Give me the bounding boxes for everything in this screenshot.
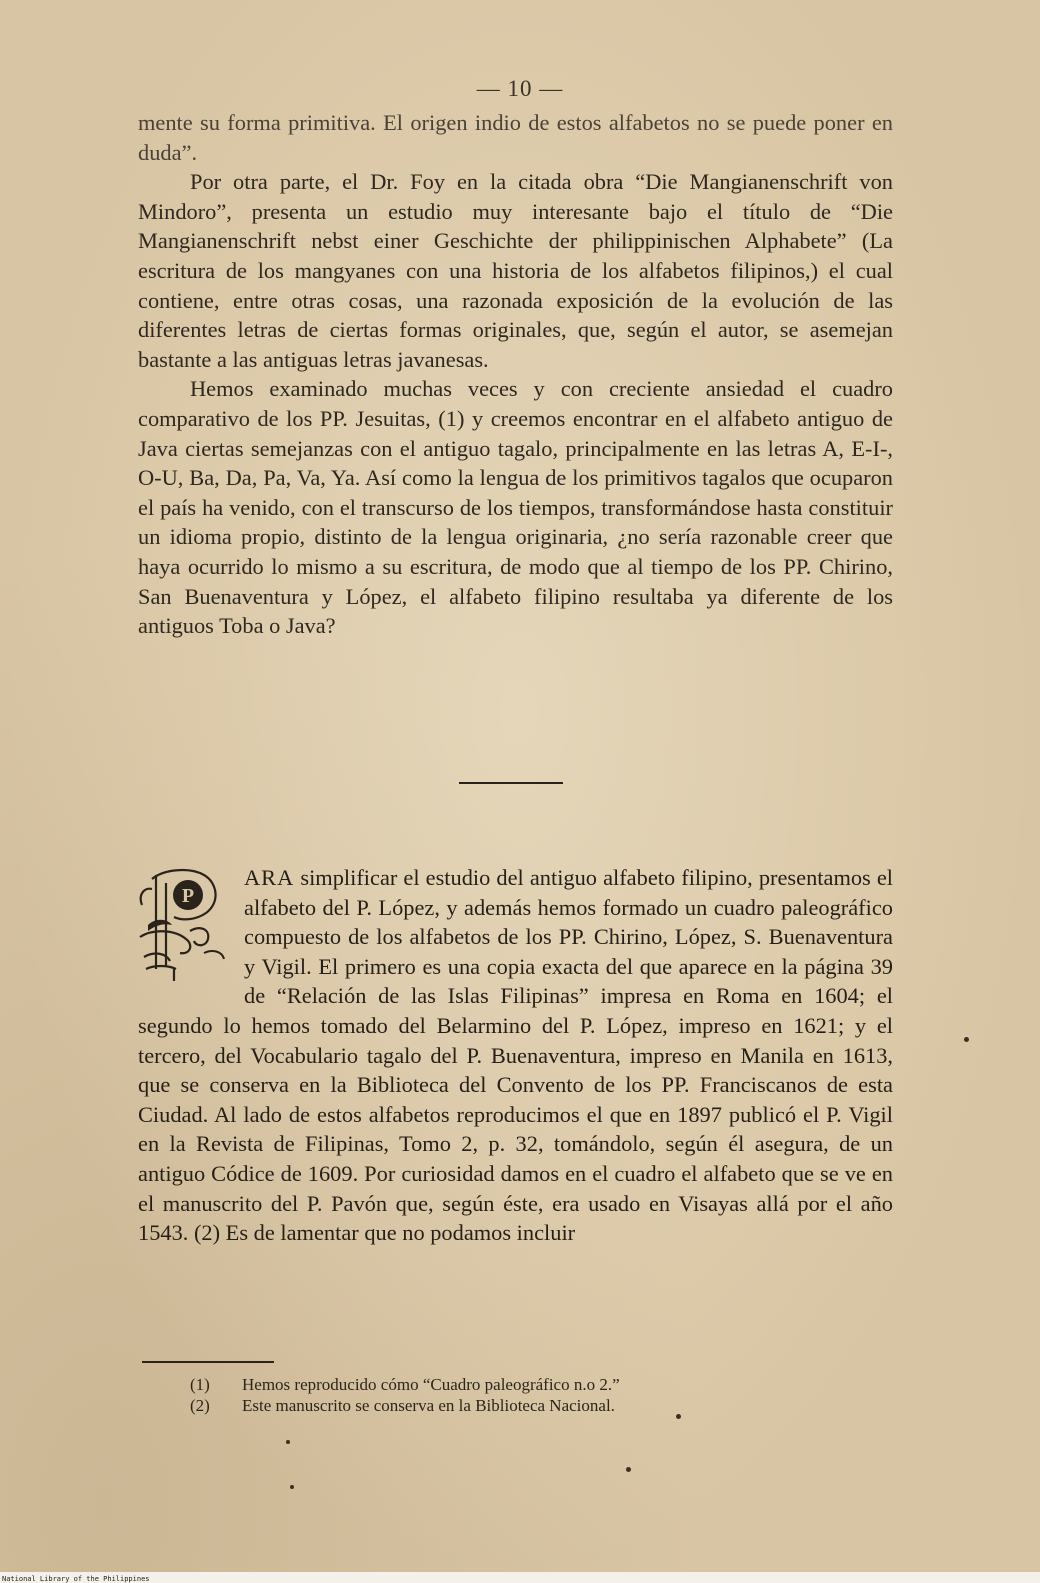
paragraph-jesuitas: Hemos examinado muchas veces y con creciente ansiedad el cuadro comparativo de los PP. Jesuitas, (1) y creemos encontrar en el alfabeto antiguo de Java ciertas semejanzas con el antiguo tagalo, principalmente en las letras A, E-I-, O-U, Ba, Da, Pa, Va, Ya. Así como la lengua de los primitivos tagalos que ocuparon el país ha venido, con el transcurso de los tiempos, transformándose hasta constituir un idioma propio, distinto de la lengua originaria, ¿no sería razonable creer que haya ocurrido lo mismo a su escritura, de modo que al tiempo de los PP. Chirino, San Buenaventura y López, el alfabeto filipino resultaba ya diferente de los antiguos Toba o Java? — [138, 376, 893, 639]
footnote-1 — [190, 1374, 830, 1395]
paragraph-body: simplificar el estudio del antiguo alfabeto filipino, presentamos el alfabeto del P. López, y además hemos formado un cuadro paleográfico compuesto de los alfabetos de los PP. Chirino, López, S. Buenaventura y Vigil. El primero es una copia exacta del que aparece en la página 39 de “Relación de las Islas Filipinas” impresa en Roma en 1604; el segundo lo hemos tomado del Belarmino del P. López, impreso en 1621; y el tercero, del Vocabulario tagalo del P. Buenaventura, impreso en Manila en 1613, que se conserva en la Biblioteca del Convento de los PP. Franciscanos de esta Ciudad. Al lado de estos alfabetos reproducimos el que en 1897 publicó el P. Vigil en la Revista de Filipinas, Tomo 2, p. 32, tomándolo, según él asegura, de un antiguo Códice de 1609. Por curiosidad damos en el cuadro el alfabeto que se ve en el manuscrito del P. Pavón que, según éste, era usado en Visayas allá por el año 1543. (2) Es de lamentar que no podamos incluir — [138, 865, 893, 1246]
footnote-separator — [142, 1361, 274, 1363]
footnotes — [190, 1374, 830, 1416]
top-text-block — [138, 108, 893, 641]
footnote-number: (2) — [190, 1396, 210, 1415]
second-text-block — [138, 863, 893, 1248]
footnote-text: Hemos reproducido cómo “Cuadro paleográfico n.o 2.” — [242, 1375, 620, 1394]
scan-footer-strip — [0, 1572, 1040, 1583]
first-word-caps: ARA — [244, 865, 295, 890]
paper-speck — [626, 1467, 631, 1472]
section-divider — [459, 782, 563, 784]
footnote-text: Este manuscrito se conserva en la Biblioteca Nacional. — [242, 1396, 615, 1415]
paragraph-foy: Por otra parte, el Dr. Foy en la citada obra “Die Mangianenschrift von Mindoro”, presenta un estudio muy interesante bajo el título de “Die Mangianenschrift nebst einer Geschichte der philippinischen Alphabete” (La escritura de los mangyanes con una historia de los alfabetos filipinos,) el cual contiene, entre otras cosas, una razonada exposición de la evolución de las diferentes letras de ciertas formas originales, que, según el autor, se asemejan bastante a las antiguas letras javanesas. — [138, 169, 893, 372]
paper-speck — [676, 1414, 681, 1419]
footnote-number: (1) — [190, 1375, 210, 1394]
paper-speck — [286, 1440, 290, 1444]
page-number: — 10 — — [476, 76, 564, 101]
ornamental-drop-cap — [134, 865, 234, 983]
paragraph-para-simplificar — [138, 863, 893, 1248]
paragraph-continuation: mente su forma primitiva. El origen indio de estos alfabetos no se puede poner en duda”. — [138, 110, 893, 165]
library-credit: National Library of the Philippines — [2, 1575, 150, 1583]
drop-cap-letter: P — [181, 885, 195, 907]
footnote-2 — [190, 1395, 830, 1416]
paper-speck — [290, 1485, 294, 1489]
paper-speck — [964, 1037, 969, 1042]
